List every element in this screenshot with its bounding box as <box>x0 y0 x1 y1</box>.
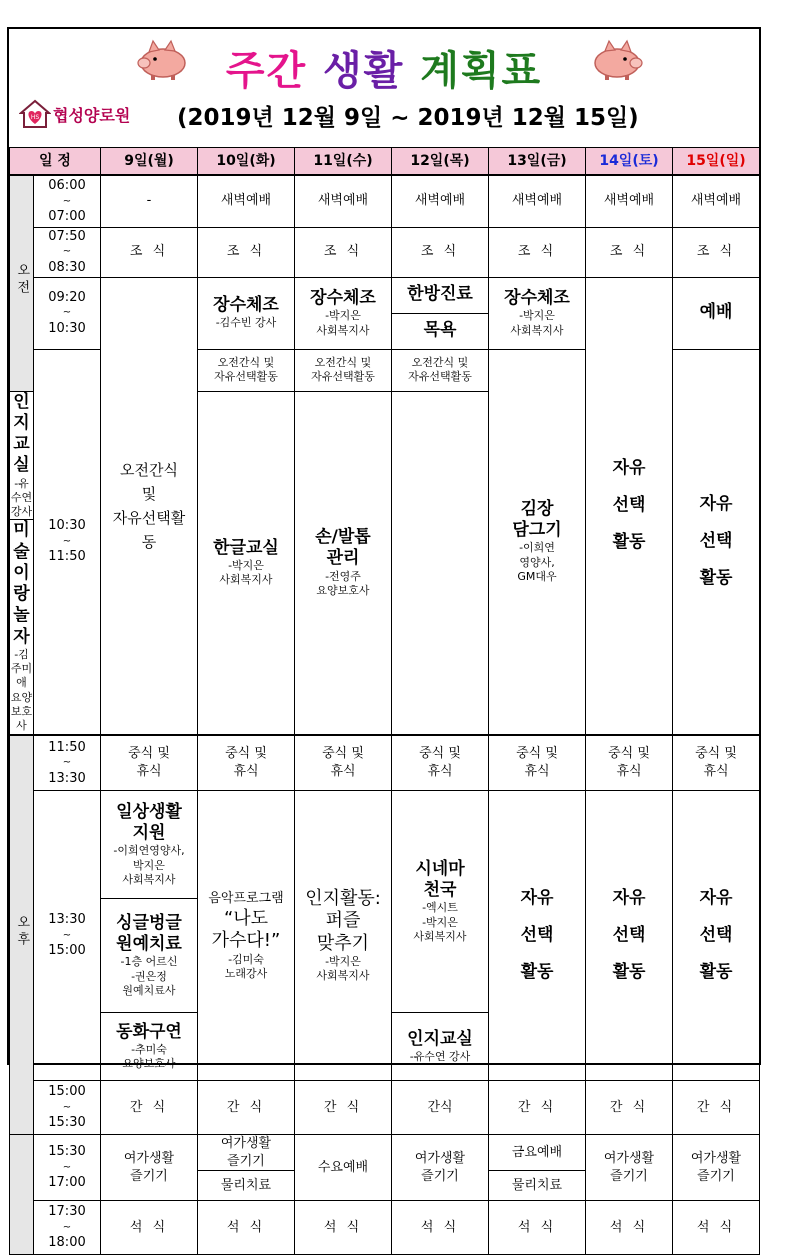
day-header-sunday: 15일(일) <box>673 148 760 176</box>
title-word-3: 계획표 <box>420 48 543 94</box>
period-pm-cont <box>10 1135 34 1255</box>
schedule-frame <box>7 27 761 1251</box>
activity-cell: 석 식 <box>673 1201 760 1255</box>
activity-cell: 새벽예배 <box>198 175 295 227</box>
activity-cell: 음악프로그램 “나도 가수다!” -김미숙 노래강사 <box>198 791 295 1081</box>
activity-cell: 석 식 <box>295 1201 392 1255</box>
activity-cell: 중식 및 휴식 <box>295 735 392 791</box>
activity-cell: 장수체조 -박지은 사회복지사 <box>295 277 392 349</box>
activity-cell: 석 식 <box>392 1201 489 1255</box>
activity-cell: 석 식 <box>101 1201 198 1255</box>
activity-cell: 새벽예배 <box>673 175 760 227</box>
title-word-2: 생활 <box>323 48 405 94</box>
activity-cell: 조 식 <box>586 227 673 277</box>
title-word-1: 주간 <box>225 48 308 94</box>
activity-cell: 간 식 <box>489 1081 586 1135</box>
house-heart-icon <box>19 99 51 129</box>
activity-cell: 오전간식 및 자유선택활동 <box>198 349 295 391</box>
activity-cell: 예배 <box>673 277 760 349</box>
time-cell: 17:30 ~ 18:00 <box>34 1201 101 1255</box>
activity-cell: 여가생활 즐기기 <box>586 1135 673 1201</box>
org-logo <box>19 99 130 129</box>
activity-cell: 조 식 <box>198 227 295 277</box>
time-cell: 06:00 ~ 07:00 <box>34 175 101 227</box>
activity-cell: 새벽예배 <box>489 175 586 227</box>
activity-cell: 중식 및 휴식 <box>586 735 673 791</box>
activity-cell: 중식 및 휴식 <box>101 735 198 791</box>
period-pm: 오후 <box>10 735 34 1135</box>
activity-cell: 조 식 <box>392 227 489 277</box>
time-cell: 13:30 ~ 15:00 <box>34 791 101 1081</box>
schedule-table-bottom <box>9 1134 760 1255</box>
activity-cell: 조 식 <box>673 227 760 277</box>
corner-header: 일 정 <box>10 148 101 176</box>
activity-cell: 장수체조 -김수빈 강사 <box>198 277 295 349</box>
day-header: 10일(화) <box>198 148 295 176</box>
activity-cell: 일상생활 지원 -이희연영양사, 박지은 사회복지사 <box>101 791 198 899</box>
activity-cell: 간 식 <box>586 1081 673 1135</box>
activity-cell: 석 식 <box>489 1201 586 1255</box>
activity-cell: 간 식 <box>198 1081 295 1135</box>
activity-cell: 조 식 <box>101 227 198 277</box>
activity-cell: 수요예배 <box>295 1135 392 1201</box>
activity-cell: 목욕 <box>392 313 489 349</box>
activity-cell: 간 식 <box>295 1081 392 1135</box>
activity-cell: 조 식 <box>295 227 392 277</box>
activity-cell: 손/발톱 관리 -전영주 요양보호사 <box>295 391 392 735</box>
day-header: 11일(수) <box>295 148 392 176</box>
activity-cell: 조 식 <box>489 227 586 277</box>
time-cell: 07:50 ~ 08:30 <box>34 227 101 277</box>
activity-cell: 새벽예배 <box>295 175 392 227</box>
time-cell: 15:00 ~ 15:30 <box>34 1081 101 1135</box>
activity-cell: 자유 선택 활동 <box>489 791 586 1081</box>
activity-cell: 물리치료 <box>198 1171 295 1201</box>
activity-cell: 오전간식 및 자유선택활동 <box>392 349 489 391</box>
activity-cell: 중식 및 휴식 <box>489 735 586 791</box>
activity-cell: 시네마 천국 -엑시트 -박지은 사회복지사 <box>392 791 489 1013</box>
activity-cell: 석 식 <box>198 1201 295 1255</box>
time-cell: 10:30 ~ 11:50 <box>34 349 101 735</box>
activity-cell: 여가생활 즐기기 <box>673 1135 760 1201</box>
activity-cell: 인지활동: 퍼즐 맞추기 -박지은 사회복지사 <box>295 791 392 1081</box>
activity-cell: 한글교실 -박지은 사회복지사 <box>198 391 295 735</box>
activity-cell: 간 식 <box>673 1081 760 1135</box>
activity-cell: 간식 <box>392 1081 489 1135</box>
activity-cell: 인지교실 -유수연 강사 <box>10 391 33 519</box>
activity-cell: 자유 선택 활동 <box>673 791 760 1081</box>
activity-cell: 중식 및 휴식 <box>392 735 489 791</box>
activity-cell: 여가생활 즐기기 <box>198 1135 295 1171</box>
activity-cell: 자유 선택 활동 <box>586 791 673 1081</box>
activity-cell: 한방진료 <box>392 277 489 313</box>
svg-text:HS: HS <box>30 114 40 121</box>
activity-cell: 인지교실 -유수연 강사 <box>392 1013 489 1081</box>
org-name: 협성양로원 <box>53 105 131 125</box>
activity-cell: 동화구연 -추미숙 요양보호사 <box>101 1013 198 1081</box>
activity-cell: 여가생활 즐기기 <box>392 1135 489 1201</box>
activity-cell: 물리치료 <box>489 1171 586 1201</box>
time-cell: 11:50 ~ 13:30 <box>34 735 101 791</box>
activity-cell: 중식 및 휴식 <box>673 735 760 791</box>
activity-cell: 미술이랑 놀자 -김주미애 요양보호사 <box>10 520 34 735</box>
schedule-table <box>9 147 760 1135</box>
period-am: 오전 <box>10 175 34 391</box>
day-header: 12일(목) <box>392 148 489 176</box>
day-header: 9일(월) <box>101 148 198 176</box>
activity-cell: 김장 담그기 -이희연 영양사, GM대우 <box>489 349 586 735</box>
activity-cell: 중식 및 휴식 <box>198 735 295 791</box>
activity-cell: 자유 선택 활동 <box>673 349 760 735</box>
activity-cell: 싱글벙글 원예치료 -1층 어르신 -권은정 원예치료사 <box>101 899 198 1013</box>
header <box>9 29 759 147</box>
date-range: (2019년 12월 9일 ~ 2019년 12월 15일) <box>177 105 639 131</box>
activity-cell: 장수체조 -박지은 사회복지사 <box>489 277 586 349</box>
activity-cell: 오전간식 및 자유선택활동 <box>295 349 392 391</box>
activity-cell: - <box>101 175 198 227</box>
time-cell: 15:30 ~ 17:00 <box>34 1135 101 1201</box>
activity-cell: 자유 선택 활동 <box>586 277 673 735</box>
day-header: 13일(금) <box>489 148 586 176</box>
page-title <box>9 39 759 96</box>
activity-cell: 새벽예배 <box>586 175 673 227</box>
activity-cell: 간 식 <box>101 1081 198 1135</box>
activity-cell: 새벽예배 <box>392 175 489 227</box>
activity-cell: 석 식 <box>586 1201 673 1255</box>
activity-cell: 오전간식 및 자유선택활 동 <box>101 277 198 735</box>
time-cell: 09:20 ~ 10:30 <box>34 277 101 349</box>
activity-cell: 금요예배 <box>489 1135 586 1171</box>
day-header-saturday: 14일(토) <box>586 148 673 176</box>
activity-cell: 여가생활 즐기기 <box>101 1135 198 1201</box>
